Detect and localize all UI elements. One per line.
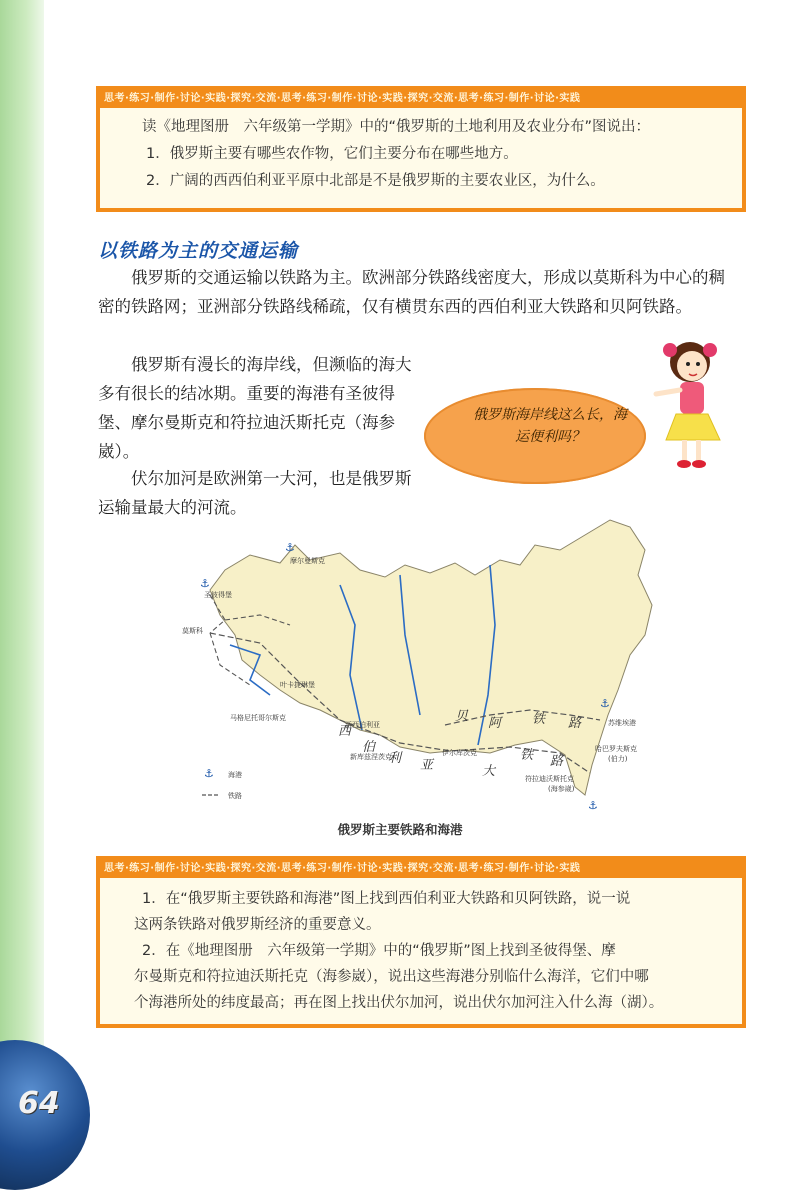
map-label-vladivostok: 符拉迪沃斯托克 [525, 775, 574, 783]
map-label-siberia-railway-char: 铁 [520, 748, 534, 763]
map-label-siberia-railway-char: 亚 [420, 758, 434, 773]
page-number: 64 [18, 1086, 60, 1121]
map-label-siberia-railway-char: 西 [338, 724, 352, 739]
anchor-icon: ⚓ [285, 541, 295, 554]
map-label-baikal-amur-char: 阿 [488, 716, 502, 731]
legend-label-railway: 铁路 [228, 792, 242, 800]
activity-line: 2．在《地理图册 六年级第一学期》中的“俄罗斯”图上找到圣彼得堡、摩 [142, 943, 616, 959]
map-label-yekaterinburg: 叶卡捷琳堡 [280, 681, 315, 689]
activity-line: 尔曼斯克和符拉迪沃斯托克（海参崴），说出这些海港分别临什么海洋，它们中哪 [134, 969, 649, 985]
legend-anchor-icon: ⚓ [204, 767, 214, 780]
map-label-vladivostok-alt: (海参崴) [548, 785, 575, 793]
activity-item: 2．广阔的西西伯利亚平原中北部是不是俄罗斯的主要农业区，为什么。 [146, 173, 605, 189]
map-label-sovetskaya-gavan: 苏维埃港 [608, 719, 636, 727]
map-caption: 俄罗斯主要铁路和海港 [337, 822, 463, 837]
activity-line: 1．在“俄罗斯主要铁路和海港”图上找到西伯利亚大铁路和贝阿铁路，说一说 [142, 891, 631, 907]
activity-strip: 思考·练习·制作·讨论·实践·探究·交流·思考·练习·制作·讨论·实践·探究·交流·思考·练习·制作·讨论·实践 [100, 90, 742, 108]
map-label-irkutsk: 伊尔库茨克 [442, 749, 477, 757]
map-label-siberia-railway-char: 利 [388, 751, 402, 766]
section-title: 以铁路为主的交通运输 [98, 240, 299, 262]
anchor-icon: ⚓ [588, 799, 598, 812]
anchor-icon: ⚓ [600, 697, 610, 710]
paragraph-volga: 伏尔加河是欧洲第一大河，也是俄罗斯运输量最大的河流。 [98, 469, 412, 517]
russia-railway-map [182, 515, 660, 815]
map-label-novokuznetsk: 新库兹涅茨克 [350, 753, 392, 761]
anchor-icon: ⚓ [200, 577, 210, 590]
speech-bubble-text: 俄罗斯海岸线这么长，海运便利吗？ [473, 407, 627, 445]
map-label-moscow: 莫斯科 [182, 627, 203, 635]
legend-label-port: 海港 [228, 771, 242, 779]
paragraph-railways: 俄罗斯的交通运输以铁路为主。欧洲部分铁路线密度大，形成以莫斯科为中心的稠密的铁路网；亚洲部分铁路线稀疏，仅有横贯东西的西伯利亚大铁路和贝阿铁路。 [98, 268, 725, 316]
map-label-siberia-railway-char: 伯 [362, 740, 376, 755]
activity-item: 1．俄罗斯主要有哪些农作物，它们主要分布在哪些地方。 [146, 146, 518, 162]
map-label-baikal-amur-char: 铁 [532, 712, 546, 727]
activity-intro: 读《地理图册 六年级第一学期》中的“俄罗斯的土地利用及农业分布”图说出： [142, 119, 651, 135]
activity-line: 个海港所处的纬度最高；再在图上找出伏尔加河，说出伏尔加河注入什么海（湖）。 [134, 995, 664, 1011]
map-label-baikal-amur-char: 路 [568, 716, 582, 731]
map-label-baikal-amur-char: 贝 [455, 709, 469, 724]
map-label-magnitogorsk: 马格尼托哥尔斯克 [230, 714, 286, 722]
map-label-novosibirsk: 新西伯利亚 [345, 721, 380, 729]
activity-line: 这两条铁路对俄罗斯经济的重要意义。 [134, 917, 381, 933]
decorative-sidebar [0, 0, 44, 1132]
map-label-siberia-railway-char: 路 [550, 754, 564, 769]
map-label-st-petersburg: 圣彼得堡 [204, 591, 232, 599]
map-label-khabarovsk-alt: (伯力) [608, 755, 628, 763]
map-label-siberia-railway-char: 大 [482, 764, 496, 779]
paragraph-seaports: 俄罗斯有漫长的海岸线，但濒临的海大多有很长的结冰期。重要的海港有圣彼得堡、摩尔曼斯克和符拉迪沃斯托克（海参崴）。 [98, 355, 412, 461]
activity-box-1 [96, 86, 746, 212]
russia-land-shape [210, 520, 652, 795]
map-label-khabarovsk: 哈巴罗夫斯克 [595, 745, 637, 753]
map-label-murmansk: 摩尔曼斯克 [290, 557, 325, 565]
activity-box-2 [96, 856, 746, 1028]
activity-strip: 思考·练习·制作·讨论·实践·探究·交流·思考·练习·制作·讨论·实践·探究·交流·思考·练习·制作·讨论·实践 [100, 860, 742, 878]
cartoon-girl-illustration [648, 334, 728, 474]
